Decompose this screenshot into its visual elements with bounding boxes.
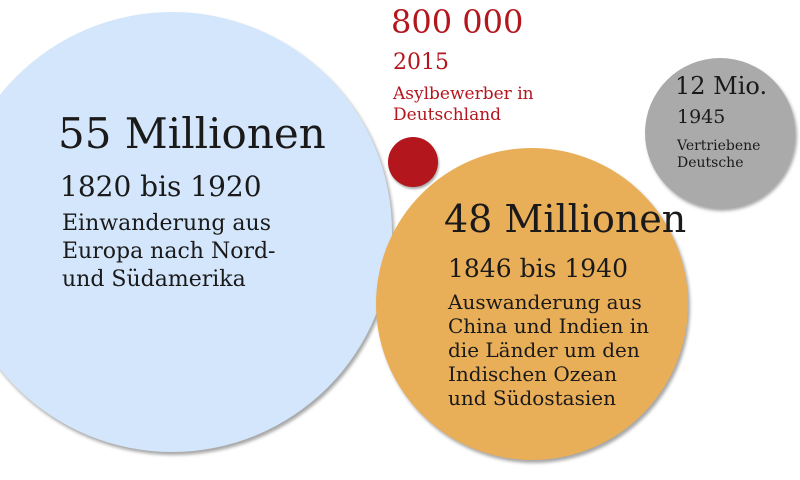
- period-label-europe-americas: 1820 bis 1920: [60, 170, 262, 203]
- value-label-expelled-germans: 12 Mio.: [675, 72, 768, 100]
- description-label-asylum-seekers: Asylbewerber in Deutschland: [393, 84, 534, 125]
- period-label-china-india: 1846 bis 1940: [448, 254, 628, 283]
- value-label-china-india: 48 Millionen: [444, 197, 687, 241]
- description-label-china-india: Auswanderung aus China und Indien in die Länder um den Indischen Ozean und Südostasien: [448, 290, 649, 410]
- value-label-europe-americas: 55 Millionen: [58, 109, 326, 158]
- value-label-asylum-seekers: 800 000: [391, 3, 524, 41]
- period-label-asylum-seekers: 2015: [393, 50, 449, 75]
- period-label-expelled-germans: 1945: [677, 106, 726, 128]
- bubble-asylum-seekers: [388, 137, 438, 187]
- description-label-europe-americas: Einwanderung aus Europa nach Nord- und Südamerika: [62, 211, 276, 292]
- description-label-expelled-germans: Vertriebene Deutsche: [677, 138, 761, 171]
